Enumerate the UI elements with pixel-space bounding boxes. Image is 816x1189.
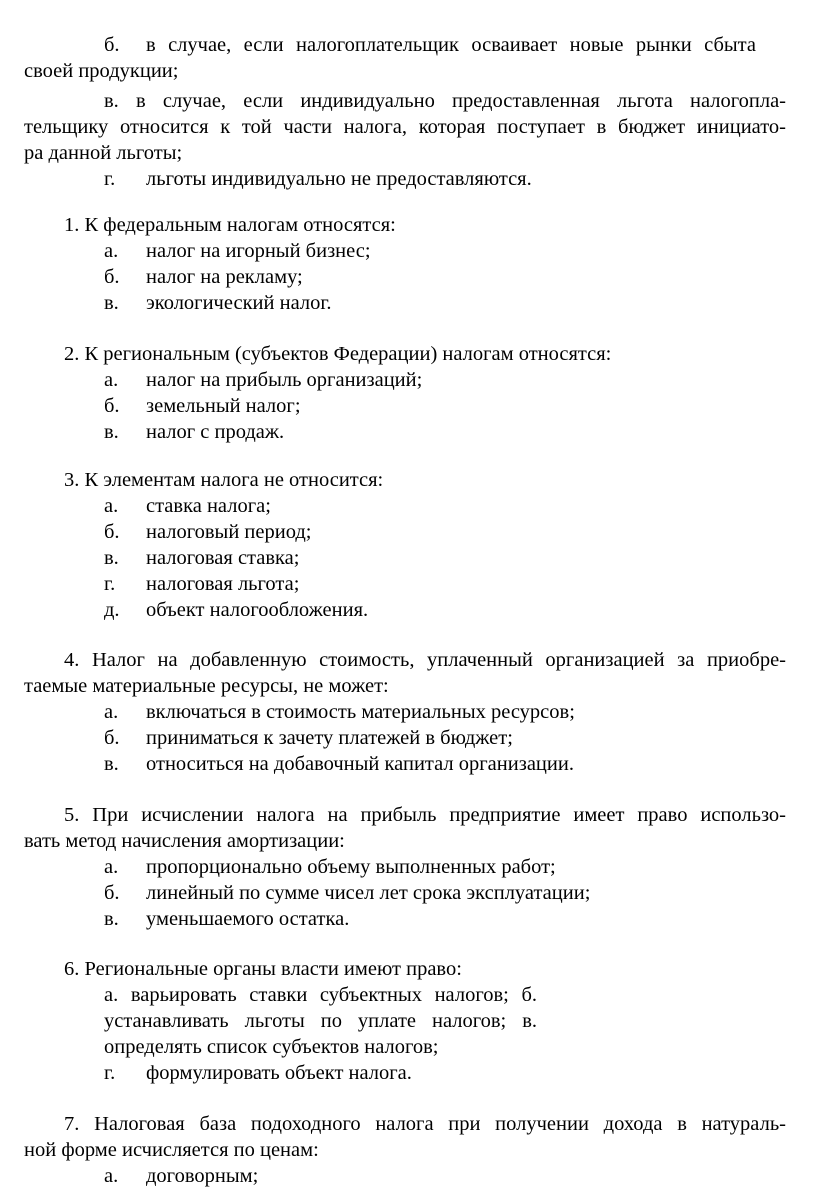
question-4-continued: таемые материальные ресурсы, не может: xyxy=(24,675,389,697)
question-7: 7. Налоговая база подоходного налога при получении дохода в натураль- xyxy=(64,1113,786,1135)
option-text: включаться в стоимость материальных ресурсов; xyxy=(146,701,575,723)
option-text: земельный налог; xyxy=(146,395,301,417)
option-text: объект налогообложения. xyxy=(146,599,369,621)
question-6: 6. Региональные органы власти имеют право: xyxy=(64,958,462,980)
question-1: 1. К федеральным налогам относятся: xyxy=(64,214,396,236)
option-text: экологический налог. xyxy=(146,292,332,314)
option-marker: б. xyxy=(104,882,120,904)
option-marker: а. xyxy=(104,495,119,517)
question-2: 2. К региональным (субъектов Федерации) налогам относятся: xyxy=(64,343,612,365)
option-marker: б. xyxy=(104,266,120,288)
option-text: в. в случае, если индивидуально предоставленная льгота налогопла- xyxy=(104,90,786,112)
option-marker: в. xyxy=(104,292,119,314)
option-text: льготы индивидуально не предоставляются. xyxy=(146,168,532,190)
option-marker: в. xyxy=(104,908,119,930)
question-5: 5. При исчислении налога на прибыль предприятие имеет право использо- xyxy=(64,804,786,826)
option-text: пропорционально объему выполненных работ; xyxy=(146,856,556,878)
option-text-continued: ра данной льготы; xyxy=(24,142,183,164)
option-text: устанавливать льготы по уплате налогов; в. xyxy=(104,1010,537,1032)
option-text: в случае, если налогоплательщик осваивает новые рынки сбыта xyxy=(146,34,756,56)
option-text: формулировать объект налога. xyxy=(146,1062,412,1084)
option-text: уменьшаемого остатка. xyxy=(146,908,350,930)
option-marker: в. xyxy=(104,547,119,569)
option-text: ставка налога; xyxy=(146,495,271,517)
option-text: налоговая ставка; xyxy=(146,547,300,569)
option-marker: б. xyxy=(104,521,120,543)
option-text: а. варьировать ставки субъектных налогов; б. xyxy=(104,984,537,1006)
option-marker: в. xyxy=(104,421,119,443)
option-text: налог на игорный бизнес; xyxy=(146,240,371,262)
option-marker: г. xyxy=(104,168,116,190)
option-text: налоговый период; xyxy=(146,521,312,543)
option-marker: б. xyxy=(104,727,120,749)
option-text: относиться на добавочный капитал организации. xyxy=(146,753,574,775)
question-7-continued: ной форме исчисляется по ценам: xyxy=(24,1139,319,1161)
option-text: налог на рекламу; xyxy=(146,266,303,288)
option-text: налог на прибыль организаций; xyxy=(146,369,423,391)
option-marker: д. xyxy=(104,599,120,621)
option-marker: б. xyxy=(104,395,120,417)
option-marker: а. xyxy=(104,856,119,878)
option-text-continued: своей продукции; xyxy=(24,60,179,82)
option-marker: в. xyxy=(104,753,119,775)
question-5-continued: вать метод начисления амортизации: xyxy=(24,830,345,852)
option-text: определять список субъектов налогов; xyxy=(104,1036,439,1058)
option-marker: а. xyxy=(104,369,119,391)
question-3: 3. К элементам налога не относится: xyxy=(64,469,384,491)
option-text-continued: тельщику относится к той части налога, которая поступает в бюджет инициато- xyxy=(24,116,786,138)
option-marker: г. xyxy=(104,1062,116,1084)
option-marker: а. xyxy=(104,1165,119,1187)
option-text: налоговая льгота; xyxy=(146,573,300,595)
option-text: налог с продаж. xyxy=(146,421,285,443)
option-text: договорным; xyxy=(146,1165,259,1187)
option-marker: а. xyxy=(104,701,119,723)
question-4: 4. Налог на добавленную стоимость, уплаченный организацией за приобре- xyxy=(64,649,786,671)
option-marker: г. xyxy=(104,573,116,595)
option-marker: б. xyxy=(104,34,120,56)
option-marker: а. xyxy=(104,240,119,262)
option-text: линейный по сумме чисел лет срока эксплуатации; xyxy=(146,882,591,904)
option-text: приниматься к зачету платежей в бюджет; xyxy=(146,727,513,749)
